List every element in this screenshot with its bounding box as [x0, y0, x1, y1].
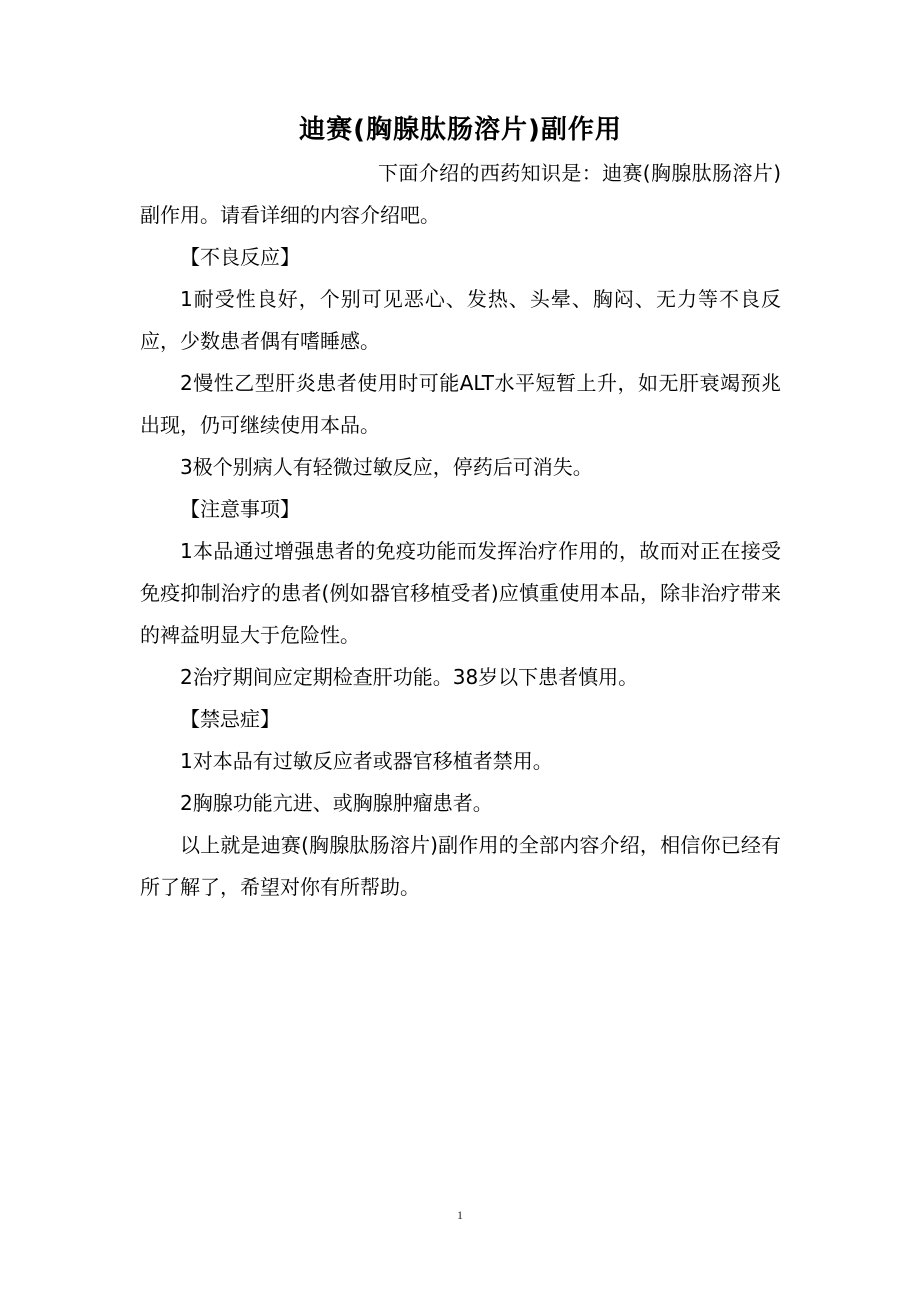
precaution-item-2: 2治疗期间应定期检查肝功能。38岁以下患者慎用。 [180, 665, 639, 689]
section-heading-precautions: 【注意事项】 [180, 497, 300, 521]
page-number: 1 [457, 1208, 463, 1222]
document-body [140, 112, 781, 908]
adverse-reaction-item-2: 2慢性乙型肝炎患者使用时可能ALT水平短暂上升，如无肝衰竭预兆出现，仍可继续使用本品。 [140, 371, 781, 437]
closing-paragraph: 以上就是迪赛(胸腺肽肠溶片)副作用的全部内容介绍，相信你已经有所了解了，希望对你有所帮助。 [140, 833, 781, 899]
contraindication-item-1: 1对本品有过敏反应者或器官移植者禁用。 [180, 749, 553, 773]
adverse-reaction-item-1: 1耐受性良好，个别可见恶心、发热、头晕、胸闷、无力等不良反应，少数患者偶有嗜睡感。 [140, 287, 781, 353]
intro-paragraph: 下面介绍的西药知识是：迪赛(胸腺肽肠溶片)副作用。请看详细的内容介绍吧。 [140, 161, 781, 227]
section-heading-contraindications: 【禁忌症】 [180, 707, 280, 731]
precaution-item-1: 1本品通过增强患者的免疫功能而发挥治疗作用的，故而对正在接受免疫抑制治疗的患者(例如器官移植受者)应慎重使用本品，除非治疗带来的裨益明显大于危险性。 [140, 539, 781, 647]
section-heading-adverse-reactions: 【不良反应】 [180, 245, 300, 269]
adverse-reaction-item-3: 3极个别病人有轻微过敏反应，停药后可消失。 [180, 455, 593, 479]
document-title: 迪赛(胸腺肽肠溶片)副作用 [299, 115, 622, 145]
contraindication-item-2: 2胸腺功能亢进、或胸腺肿瘤患者。 [180, 791, 493, 815]
